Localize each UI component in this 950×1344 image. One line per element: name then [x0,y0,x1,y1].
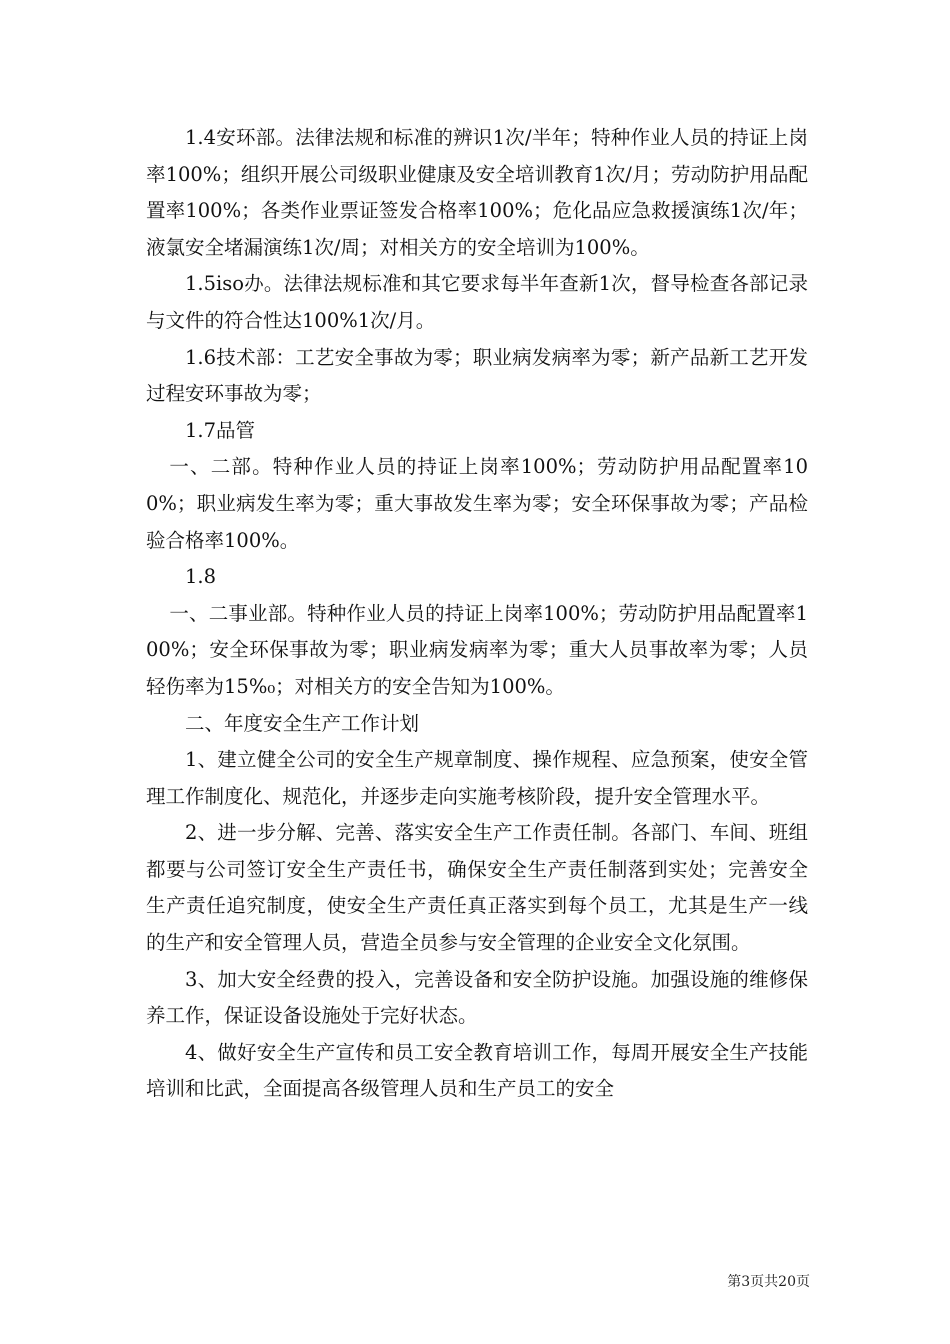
paragraph-plan-item-2: 2、进一步分解、完善、落实安全生产工作责任制。各部门、车间、班组都要与公司签订安全生产责任书，确保安全生产责任制落到实处；完善安全生产责任追究制度，使安全生产责任真正落实到每个员工，尤其是生产一线的生产和安全管理人员，营造全员参与安全管理的企业安全文化氛围。 [146,821,808,955]
paragraph-1-7-quality-depts: 一、二部。特种作业人员的持证上岗率100%；劳动防护用品配置率100%；职业病发生率为零；重大事故发生率为零；安全环保事故为零；产品检验合格率100%。 [146,455,808,552]
section-heading-annual-plan: 二、年度安全生产工作计划 [185,711,420,735]
paragraph-plan-item-1: 1、建立健全公司的安全生产规章制度、操作规程、应急预案，使安全管理工作制度化、规范化，并逐步走向实施考核阶段，提升安全管理水平。 [146,748,808,808]
paragraph-1-5-iso-office: 1.5iso办。法律法规标准和其它要求每半年查新1次，督导检查各部记录与文件的符合性达100%1次/月。 [146,272,808,332]
page-number: 第3页共20页 [727,1274,810,1290]
paragraph-plan-item-3: 3、加大安全经费的投入，完善设备和安全防护设施。加强设施的维修保养工作，保证设备设施处于完好状态。 [146,967,808,1028]
document-body [146,120,808,1108]
paragraph-1-7-heading: 1.7品管 [185,418,256,442]
paragraph-1-4-safety-env-dept: 1.4安环部。法律法规和标准的辨识1次/半年；特种作业人员的持证上岗率100%；组织开展公司级职业健康及安全培训教育1次/月；劳动防护用品配置率100%；各类作业票证签发合格率100%；危化品应急救援演练1次/年；液氯安全堵漏演练1次/周；对相关方的安全培训为100%。 [146,126,808,259]
paragraph-1-8-heading: 1.8 [185,565,217,589]
paragraph-1-8-business-units: 一、二事业部。特种作业人员的持证上岗率100%；劳动防护用品配置率100%；安全环保事故为零；职业病发病率为零；重大人员事故率为零；人员轻伤率为15%₀；对相关方的安全告知为100%。 [146,601,808,698]
paragraph-plan-item-4: 4、做好安全生产宣传和员工安全教育培训工作，每周开展安全生产技能培训和比武，全面提高各级管理人员和生产员工的安全 [146,1040,808,1101]
paragraph-1-6-tech-dept: 1.6技术部：工艺安全事故为零；职业病发病率为零；新产品新工艺开发过程安环事故为零； [146,345,808,406]
